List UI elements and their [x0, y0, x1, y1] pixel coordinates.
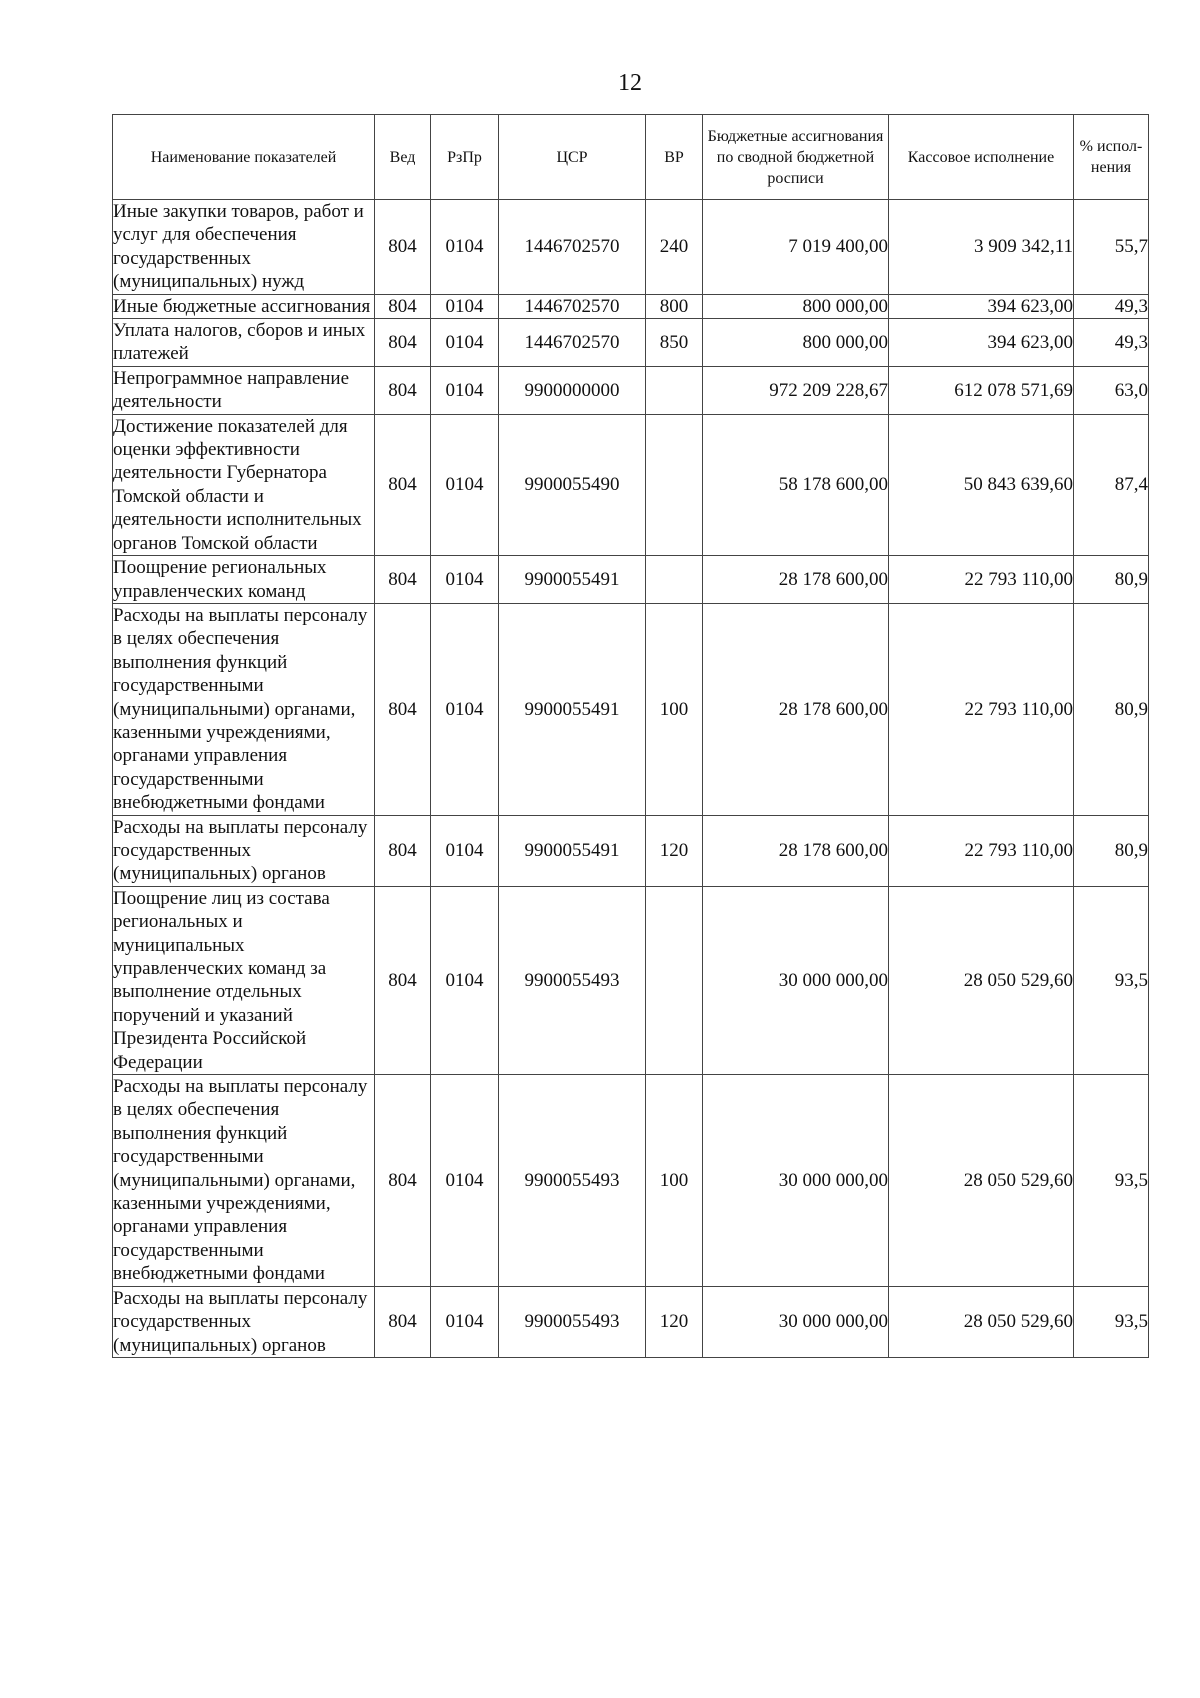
row-ved: 804 — [375, 200, 431, 295]
table-row — [113, 603, 1149, 815]
row-name: Уплата налогов, сборов и иных платежей — [113, 319, 375, 367]
table-row — [113, 294, 1149, 318]
row-name: Поощрение лиц из состава региональных и муниципальных управленческих команд за выполнение отдельных поручений и указаний Президента Российской Федерации — [113, 886, 375, 1074]
row-name: Иные закупки товаров, работ и услуг для обеспечения государственных (муниципальных) нужд — [113, 200, 375, 295]
row-vr: 120 — [646, 815, 703, 886]
row-ved: 804 — [375, 886, 431, 1074]
row-pct: 63,0 — [1074, 366, 1149, 414]
row-budget: 30 000 000,00 — [703, 886, 889, 1074]
row-cash: 22 793 110,00 — [889, 556, 1074, 604]
row-cash: 50 843 639,60 — [889, 414, 1074, 555]
row-vr — [646, 414, 703, 555]
row-budget: 800 000,00 — [703, 294, 889, 318]
header-cash: Кассовое исполнение — [889, 115, 1074, 200]
row-csr: 1446702570 — [499, 319, 646, 367]
row-rzpr: 0104 — [431, 886, 499, 1074]
row-pct: 93,5 — [1074, 1286, 1149, 1357]
row-csr: 9900055491 — [499, 556, 646, 604]
row-cash: 28 050 529,60 — [889, 1075, 1074, 1287]
table-row — [113, 1075, 1149, 1287]
row-name: Непрограммное направление деятельности — [113, 366, 375, 414]
page-number: 12 — [618, 70, 642, 96]
row-pct: 93,5 — [1074, 886, 1149, 1074]
row-vr: 120 — [646, 1286, 703, 1357]
row-csr: 1446702570 — [499, 200, 646, 295]
table-row — [113, 815, 1149, 886]
row-vr: 240 — [646, 200, 703, 295]
row-budget: 972 209 228,67 — [703, 366, 889, 414]
row-cash: 22 793 110,00 — [889, 603, 1074, 815]
header-ved: Вед — [375, 115, 431, 200]
row-pct: 80,9 — [1074, 556, 1149, 604]
row-csr: 1446702570 — [499, 294, 646, 318]
row-cash: 22 793 110,00 — [889, 815, 1074, 886]
row-csr: 9900055490 — [499, 414, 646, 555]
row-pct: 80,9 — [1074, 815, 1149, 886]
table-header-row — [113, 115, 1149, 200]
header-name: Наименование показателей — [113, 115, 375, 200]
row-cash: 394 623,00 — [889, 319, 1074, 367]
budget-execution-table — [112, 114, 1149, 1358]
table-row — [113, 366, 1149, 414]
row-ved: 804 — [375, 1286, 431, 1357]
header-csr: ЦСР — [499, 115, 646, 200]
row-budget: 800 000,00 — [703, 319, 889, 367]
row-cash: 394 623,00 — [889, 294, 1074, 318]
row-pct: 87,4 — [1074, 414, 1149, 555]
row-budget: 58 178 600,00 — [703, 414, 889, 555]
row-rzpr: 0104 — [431, 319, 499, 367]
row-csr: 9900055493 — [499, 1286, 646, 1357]
table-row — [113, 414, 1149, 555]
table-row — [113, 200, 1149, 295]
row-pct: 49,3 — [1074, 294, 1149, 318]
row-budget: 28 178 600,00 — [703, 556, 889, 604]
row-cash: 3 909 342,11 — [889, 200, 1074, 295]
row-csr: 9900055491 — [499, 815, 646, 886]
row-budget: 28 178 600,00 — [703, 603, 889, 815]
row-ved: 804 — [375, 414, 431, 555]
row-ved: 804 — [375, 366, 431, 414]
row-vr: 850 — [646, 319, 703, 367]
row-csr: 9900055491 — [499, 603, 646, 815]
row-pct: 55,7 — [1074, 200, 1149, 295]
row-rzpr: 0104 — [431, 556, 499, 604]
row-pct: 49,3 — [1074, 319, 1149, 367]
row-rzpr: 0104 — [431, 366, 499, 414]
row-name: Расходы на выплаты персоналу в целях обеспечения выполнения функций государственными (муниципальными) органами, казенными учреждениями, органами управления государственными внебюджетными фондами — [113, 603, 375, 815]
table-row — [113, 886, 1149, 1074]
row-ved: 804 — [375, 815, 431, 886]
row-rzpr: 0104 — [431, 200, 499, 295]
row-rzpr: 0104 — [431, 1075, 499, 1287]
row-csr: 9900055493 — [499, 886, 646, 1074]
row-cash: 28 050 529,60 — [889, 1286, 1074, 1357]
header-budget: Бюджетные ассигнования по сводной бюджетной росписи — [703, 115, 889, 200]
row-vr — [646, 556, 703, 604]
row-budget: 28 178 600,00 — [703, 815, 889, 886]
row-vr — [646, 366, 703, 414]
row-name: Иные бюджетные ассигнования — [113, 294, 375, 318]
table-row — [113, 1286, 1149, 1357]
row-ved: 804 — [375, 294, 431, 318]
row-name: Расходы на выплаты персоналу государственных (муниципальных) органов — [113, 1286, 375, 1357]
row-csr: 9900055493 — [499, 1075, 646, 1287]
row-vr — [646, 886, 703, 1074]
row-ved: 804 — [375, 556, 431, 604]
row-name: Поощрение региональных управленческих команд — [113, 556, 375, 604]
row-rzpr: 0104 — [431, 603, 499, 815]
row-name: Достижение показателей для оценки эффективности деятельности Губернатора Томской области и деятельности исполнительных органов Томской области — [113, 414, 375, 555]
row-csr: 9900000000 — [499, 366, 646, 414]
row-ved: 804 — [375, 1075, 431, 1287]
header-pct: % испол-нения — [1074, 115, 1149, 200]
table-row — [113, 319, 1149, 367]
row-name: Расходы на выплаты персоналу в целях обеспечения выполнения функций государственными (муниципальными) органами, казенными учреждениями, органами управления государственными внебюджетными фондами — [113, 1075, 375, 1287]
row-rzpr: 0104 — [431, 1286, 499, 1357]
row-budget: 30 000 000,00 — [703, 1075, 889, 1287]
row-cash: 612 078 571,69 — [889, 366, 1074, 414]
row-rzpr: 0104 — [431, 815, 499, 886]
row-pct: 80,9 — [1074, 603, 1149, 815]
row-rzpr: 0104 — [431, 414, 499, 555]
table-row — [113, 556, 1149, 604]
row-name: Расходы на выплаты персоналу государственных (муниципальных) органов — [113, 815, 375, 886]
row-cash: 28 050 529,60 — [889, 886, 1074, 1074]
header-vr: ВР — [646, 115, 703, 200]
row-pct: 93,5 — [1074, 1075, 1149, 1287]
row-ved: 804 — [375, 319, 431, 367]
row-budget: 7 019 400,00 — [703, 200, 889, 295]
row-vr: 100 — [646, 603, 703, 815]
row-vr: 100 — [646, 1075, 703, 1287]
row-rzpr: 0104 — [431, 294, 499, 318]
row-budget: 30 000 000,00 — [703, 1286, 889, 1357]
header-rzpr: РзПр — [431, 115, 499, 200]
row-vr: 800 — [646, 294, 703, 318]
row-ved: 804 — [375, 603, 431, 815]
